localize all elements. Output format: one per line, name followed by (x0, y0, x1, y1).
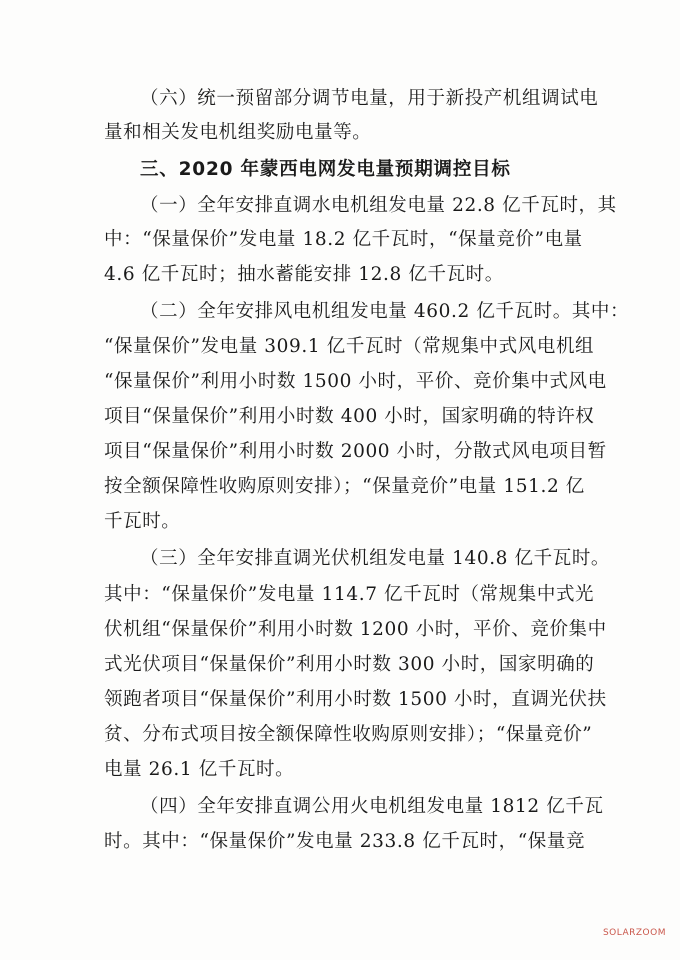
text-line: 贫、分布式项目按全额保障性收购原则安排）；“保量竞价” (104, 724, 593, 745)
text-line: 领跑者项目“保量保价”利用小时数 1500 小时，直调光伏扶 (104, 689, 607, 710)
text-line: （二）全年安排风电机组发电量 460.2 亿千瓦时。其中： (140, 301, 630, 322)
text-line: 式光伏项目“保量保价”利用小时数 300 小时，国家明确的 (104, 654, 595, 675)
text-line: “保量保价”利用小时数 1500 小时，平价、竞价集中式风电 (104, 371, 607, 392)
text-line: （四）全年安排直调公用火电机组发电量 1812 亿千瓦 (140, 796, 604, 817)
text-line: 4.6 亿千瓦时；抽水蓄能安排 12.8 亿千瓦时。 (104, 264, 504, 285)
text-line: （一）全年安排直调水电机组发电量 22.8 亿千瓦时，其 (140, 195, 617, 216)
text-line: 时。其中：“保量保价”发电量 233.8 亿千瓦时，“保量竞 (104, 831, 586, 852)
text-line: 千瓦时。 (104, 511, 181, 532)
text-line: （六）统一预留部分调节电量，用于新投产机组调试电 (140, 88, 599, 109)
section-heading-text: 三、2020 年蒙西电网发电量预期调控目标 (140, 159, 511, 180)
text-line: 量和相关发电机组奖励电量等。 (104, 122, 372, 143)
text-line: （三）全年安排直调光伏机组发电量 140.8 亿千瓦时。 (140, 548, 611, 569)
text-line: 中：“保量保价”发电量 18.2 亿千瓦时，“保量竞价”电量 (104, 229, 583, 250)
watermark: SOLARZOOM (602, 928, 666, 938)
text-line: “保量保价”发电量 309.1 亿千瓦时（常规集中式风电机组 (104, 336, 595, 357)
text-line: 项目“保量保价”利用小时数 400 小时，国家明确的特许权 (104, 406, 595, 427)
text-line: 项目“保量保价”利用小时数 2000 小时，分散式风电项目暂 (104, 441, 607, 462)
text-line: 按全额保障性收购原则安排）；“保量竞价”电量 151.2 亿 (104, 476, 585, 497)
text-line: 伏机组“保量保价”利用小时数 1200 小时，平价、竞价集中 (104, 619, 607, 640)
text-line: 其中：“保量保价”发电量 114.7 亿千瓦时（常规集中式光 (104, 584, 595, 605)
text-line: 电量 26.1 亿千瓦时。 (104, 759, 295, 780)
